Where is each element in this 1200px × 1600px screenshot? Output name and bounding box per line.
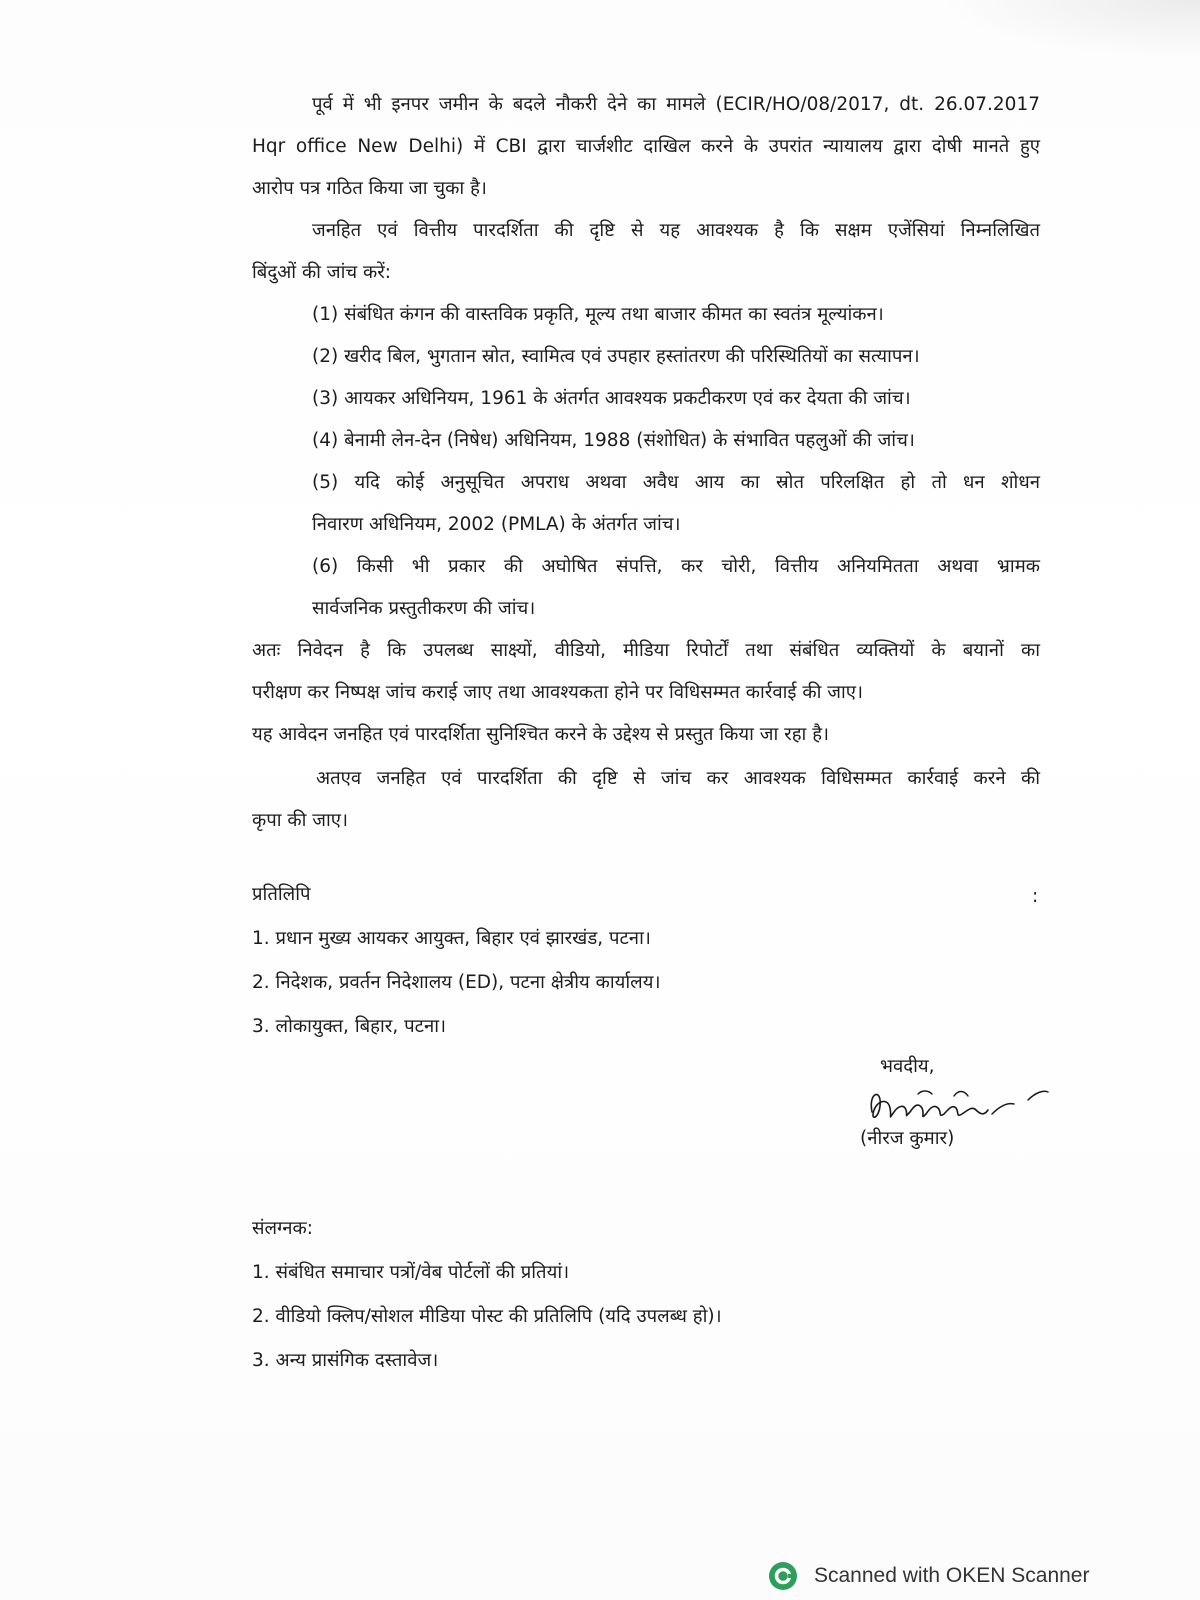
scanner-watermark-text: Scanned with OKEN Scanner (814, 1564, 1090, 1587)
scanner-watermark (768, 1556, 1089, 1596)
point-1: (1) संबंधित कंगन की वास्तविक प्रकृति, मूल्य तथा बाजार कीमत का स्वतंत्र मूल्यांकन। (312, 304, 884, 325)
point-5-line1: (5) यदि कोई अनुसूचित अपराध अथवा अवैध आय का स्रोत परिलक्षित हो तो धन शोधन (312, 472, 1040, 493)
oken-scanner-logo-icon (768, 1561, 798, 1591)
point-4: (4) बेनामी लेन-देन (निषेध) अधिनियम, 1988 (संशोधित) के संभावित पहलुओं की जांच। (312, 430, 915, 451)
para1-line3: आरोप पत्र गठित किया जा चुका है। (252, 178, 487, 199)
enclosure-item-2: 2. वीडियो क्लिप/सोशल मीडिया पोस्ट की प्रतिलिपि (यदि उपलब्ध हो)। (252, 1306, 722, 1327)
stray-colon-mark: : (1032, 886, 1039, 907)
signatory-name: (नीरज कुमार) (860, 1128, 955, 1149)
point-3: (3) आयकर अधिनियम, 1961 के अंतर्गत आवश्यक प्रकटीकरण एवं कर देयता की जांच। (312, 388, 911, 409)
enclosures-title: संलग्नक: (252, 1218, 313, 1239)
para3-line1: अतः निवेदन है कि उपलब्ध साक्ष्यों, वीडियो, मीडिया रिपोर्टों तथा संबंधित व्यक्तियों के बयानों का (252, 640, 1040, 661)
para1-line2: Hqr office New Delhi) में CBI द्वारा चार्जशीट दाखिल करने के उपरांत न्यायालय द्वारा दोषी मानते हुए (252, 136, 1040, 157)
enclosure-item-1: 1. संबंधित समाचार पत्रों/वेब पोर्टलों की प्रतियां। (252, 1262, 570, 1283)
para3-line2: परीक्षण कर निष्पक्ष जांच कराई जाए तथा आवश्यकता होने पर विधिसम्मत कार्रवाई की जाए। (252, 682, 864, 703)
copy-to-item-1: 1. प्रधान मुख्य आयकर आयुक्त, बिहार एवं झारखंड, पटना। (252, 928, 651, 949)
point-2: (2) खरीद बिल, भुगतान स्रोत, स्वामित्व एवं उपहार हस्तांतरण की परिस्थितियों का सत्यापन। (312, 346, 920, 367)
point-5-line2: निवारण अधिनियम, 2002 (PMLA) के अंतर्गत जांच। (312, 514, 681, 535)
copy-to-item-2: 2. निदेशक, प्रवर्तन निदेशालय (ED), पटना क्षेत्रीय कार्यालय। (252, 972, 661, 993)
para2-line1: जनहित एवं वित्तीय पारदर्शिता की दृष्टि से यह आवश्यक है कि सक्षम एजेंसियां निम्नलिखित (312, 220, 1040, 241)
point-6-line2: सार्वजनिक प्रस्तुतीकरण की जांच। (312, 598, 536, 619)
para4: यह आवेदन जनहित एवं पारदर्शिता सुनिश्चित करने के उद्देश्य से प्रस्तुत किया जा रहा है। (252, 724, 830, 745)
copy-to-item-3: 3. लोकायुक्त, बिहार, पटना। (252, 1016, 447, 1037)
para1-line1: पूर्व में भी इनपर जमीन के बदले नौकरी देने का मामले (ECIR/HO/08/2017, dt. 26.07.2017 (312, 94, 1040, 115)
para5-line2: कृपा की जाए। (252, 810, 349, 831)
para5-line1: अतएव जनहित एवं पारदर्शिता की दृष्टि से जांच कर आवश्यक विधिसम्मत कार्रवाई करने की (316, 768, 1040, 789)
point-6-line1: (6) किसी भी प्रकार की अघोषित संपत्ति, कर चोरी, वित्तीय अनियमितता अथवा भ्रामक (312, 556, 1040, 577)
page-corner-shadow (940, 0, 1200, 60)
enclosure-item-3: 3. अन्य प्रासंगिक दस्तावेज। (252, 1350, 439, 1371)
para2-line2: बिंदुओं की जांच करें: (252, 262, 392, 283)
copy-to-title: प्रतिलिपि (252, 884, 311, 905)
salutation: भवदीय, (880, 1056, 935, 1077)
